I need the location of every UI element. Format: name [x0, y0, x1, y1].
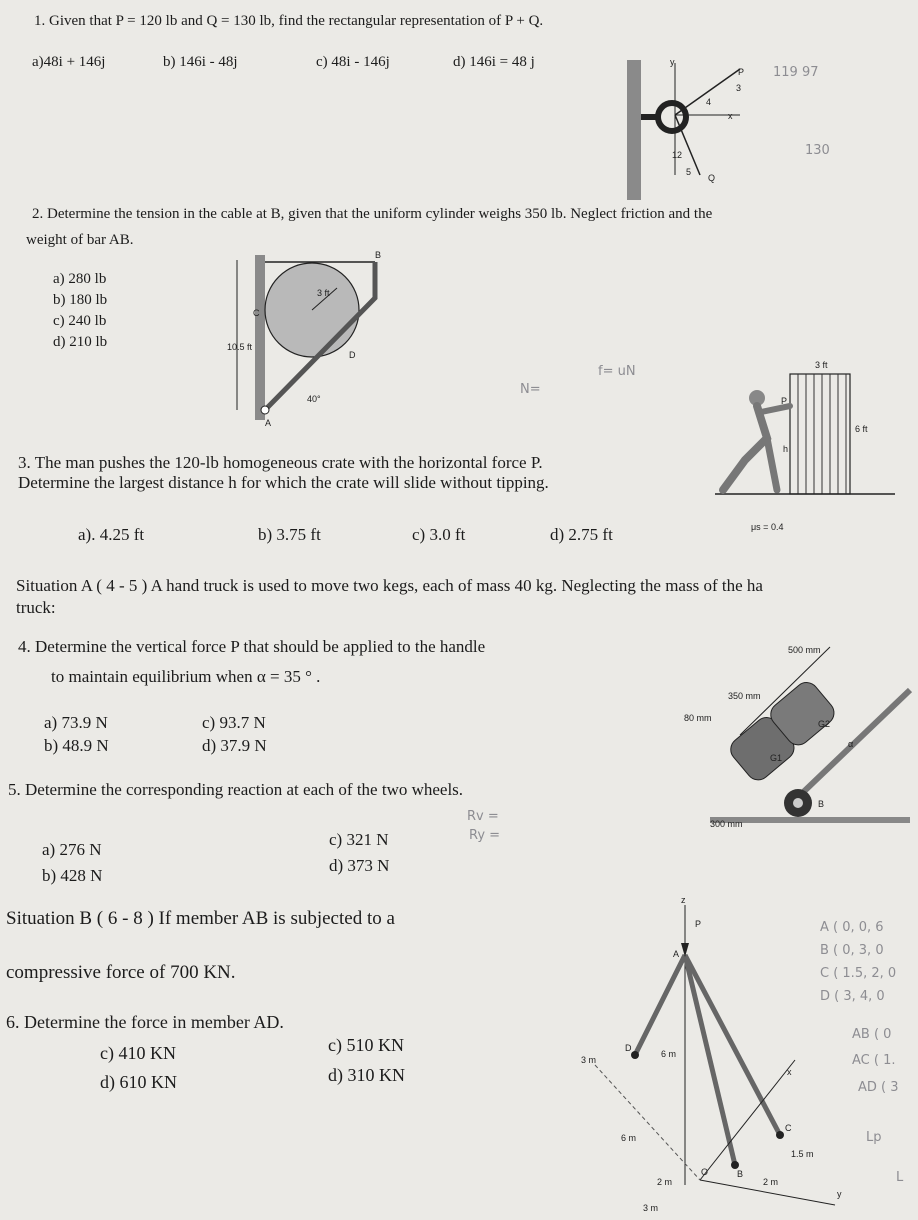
q4-label-g2: G2 [818, 719, 831, 729]
q4-question-line1: 4. Determine the vertical force P that should be applied to the handle [18, 637, 486, 656]
q6-point-d [631, 1051, 639, 1059]
q6-label-3m-left: 3 m [581, 1055, 597, 1065]
q6-label-b: B [737, 1169, 744, 1179]
q2-option-d: d) 210 lb [53, 334, 108, 350]
q6-note-ab: AB ( 0 [852, 1027, 892, 1042]
q4-label-350: 350 mm [728, 691, 761, 701]
q2-question-line1: 2. Determine the tension in the cable at B, given that the uniform cylinder weighs 350 lb. Neglect friction and the [32, 206, 713, 222]
q2-label-b: B [375, 250, 382, 260]
q1-label-x: x [728, 111, 733, 121]
q6-option-d1: d) 610 KN [100, 1072, 177, 1092]
q3-option-a: a). 4.25 ft [78, 525, 145, 544]
q6-note-ad: AD ( 3 [858, 1080, 899, 1095]
q1-wall [627, 60, 641, 200]
q3-label-width: 3 ft [815, 360, 828, 370]
q3-crate [790, 374, 850, 494]
situation-a-line1: Situation A ( 4 - 5 ) A hand truck is used to move two kegs, each of mass 40 kg. Neglecting the mass of the ha [16, 576, 763, 595]
q1-pulley [658, 103, 686, 131]
q6-note-b: B ( 0, 3, 0 [820, 943, 884, 958]
q4-label-80: 80 mm [684, 713, 712, 723]
q3-question-line2: Determine the largest distance h for which the crate will slide without tipping. [18, 473, 549, 492]
q5-question: 5. Determine the corresponding reaction at each of the two wheels. [8, 780, 464, 799]
q3-label-h: h [783, 444, 789, 454]
q6-point-b [731, 1161, 739, 1169]
situation-b-line1: Situation B ( 6 - 8 ) If member AB is subjected to a [6, 908, 395, 929]
q1-label-12: 12 [672, 150, 683, 160]
q6-option-d2: d) 310 KN [328, 1065, 405, 1085]
q6-label-a: A [673, 949, 680, 959]
q2-figure [225, 250, 405, 430]
q3-man-arm [761, 406, 790, 412]
q2-wall [255, 255, 265, 420]
q3-label-6ft: 6 ft [855, 424, 868, 434]
q1-question: 1. Given that P = 120 lb and Q = 130 lb, find the rectangular representation of P + Q. [34, 13, 544, 29]
situation-b-line2: compressive force of 700 KN. [6, 962, 236, 983]
q6-force-arrow [681, 943, 689, 957]
q1-note-2: 130 [805, 143, 830, 158]
q6-member-ad [635, 955, 685, 1055]
q3-man-body [723, 406, 767, 490]
q6-label-6m-top: 6 m [661, 1049, 677, 1059]
q1-vector-q [675, 115, 700, 175]
q6-label-3m-bottom: 3 m [643, 1203, 659, 1213]
q6-ground-dash [595, 1065, 700, 1180]
q5-option-c: c) 321 N [329, 830, 389, 849]
q1-note-1: 119 97 [773, 65, 819, 80]
q6-note-l: L [896, 1170, 904, 1185]
q2-label-c: C [253, 308, 260, 318]
q6-option-c2: c) 510 KN [328, 1035, 404, 1055]
q1-figure [600, 55, 880, 205]
q4-label-500: 500 mm [788, 645, 821, 655]
q6-note-a: A ( 0, 0, 6 [820, 920, 884, 935]
q3-figure [705, 360, 905, 540]
q4-question-line2: to maintain equilibrium when α = 35 ° . [51, 667, 321, 686]
q1-label-q: Q [708, 173, 716, 183]
q4-option-b: b) 48.9 N [44, 736, 109, 755]
q6-note-c: C ( 1.5, 2, 0 [820, 966, 897, 981]
q6-label-x: x [787, 1067, 792, 1077]
q1-label-3: 3 [736, 83, 742, 93]
q2-note-1: N= [520, 382, 541, 397]
q3-label-mu: μs = 0.4 [751, 522, 784, 532]
q4-figure [680, 635, 910, 855]
q6-label-y: y [837, 1189, 842, 1199]
q3-question-line1: 3. The man pushes the 120-lb homogeneous crate with the horizontal force P. [18, 453, 543, 472]
q1-option-d: d) 146i = 48 j [453, 54, 535, 70]
q2-label-a: A [265, 418, 272, 428]
q1-option-b: b) 146i - 48j [163, 54, 238, 70]
q1-option-c: c) 48i - 146j [316, 54, 390, 70]
q2-label-r: 3 ft [317, 288, 330, 298]
q4-label-300: 300 mm [710, 819, 743, 829]
q2-label-h: 10.5 ft [227, 342, 253, 352]
q4-label-b: B [818, 799, 825, 809]
q3-option-c: c) 3.0 ft [412, 525, 466, 544]
q6-label-2m-right: 2 m [763, 1177, 779, 1187]
q2-note-2: f= uN [598, 364, 636, 379]
q1-label-y: y [670, 57, 675, 67]
q5-note-1: Rv = [467, 809, 499, 824]
q6-label-z: z [681, 895, 686, 905]
q2-option-b: b) 180 lb [53, 292, 108, 308]
q6-question: 6. Determine the force in member AD. [6, 1012, 284, 1032]
q2-label-angle: 40° [307, 394, 321, 404]
q4-label-alpha: α [848, 739, 854, 749]
q4-option-d: d) 37.9 N [202, 736, 267, 755]
q6-label-c: C [785, 1123, 792, 1133]
q2-label-d: D [349, 350, 356, 360]
q1-label-5: 5 [686, 167, 692, 177]
q1-label-4: 4 [706, 97, 712, 107]
q4-option-c: c) 93.7 N [202, 713, 266, 732]
q5-note-2: Ry = [469, 828, 501, 843]
q5-option-a: a) 276 N [42, 840, 102, 859]
q4-label-g1: G1 [770, 753, 783, 763]
situation-a-line2: truck: [16, 598, 56, 617]
q6-option-c1: c) 410 KN [100, 1043, 176, 1063]
q6-point-c [776, 1131, 784, 1139]
q4-option-a: a) 73.9 N [44, 713, 108, 732]
q2-pin-a [261, 406, 269, 414]
q6-label-2m-left: 2 m [657, 1177, 673, 1187]
q6-note-d: D ( 3, 4, 0 [820, 989, 885, 1004]
q6-member-ac [685, 955, 780, 1135]
q6-label-1-5m: 1.5 m [791, 1149, 814, 1159]
q6-figure [575, 895, 845, 1215]
q2-question-line2: weight of bar AB. [26, 232, 134, 248]
q3-option-b: b) 3.75 ft [258, 525, 321, 544]
q1-option-a: a)48i + 146j [32, 54, 106, 70]
q3-label-p: P [781, 396, 788, 406]
q1-label-p: P [738, 67, 745, 77]
q5-option-d: d) 373 N [329, 856, 390, 875]
q2-option-c: c) 240 lb [53, 313, 107, 329]
q6-member-ab [685, 955, 735, 1165]
q6-note-ac: AC ( 1. [852, 1053, 896, 1068]
q3-option-d: d) 2.75 ft [550, 525, 613, 544]
q6-label-p: P [695, 919, 702, 929]
q3-crate-slats [798, 374, 846, 494]
q6-label-d: D [625, 1043, 632, 1053]
q4-wheel-hub [793, 798, 803, 808]
q3-man-leg [767, 438, 777, 490]
q5-option-b: b) 428 N [42, 866, 103, 885]
q1-vector-p [675, 69, 740, 115]
q6-note-lp: Lp [866, 1130, 882, 1145]
q2-option-a: a) 280 lb [53, 271, 107, 287]
q6-label-6m-bottom: 6 m [621, 1133, 637, 1143]
q6-label-o: O [701, 1167, 709, 1177]
